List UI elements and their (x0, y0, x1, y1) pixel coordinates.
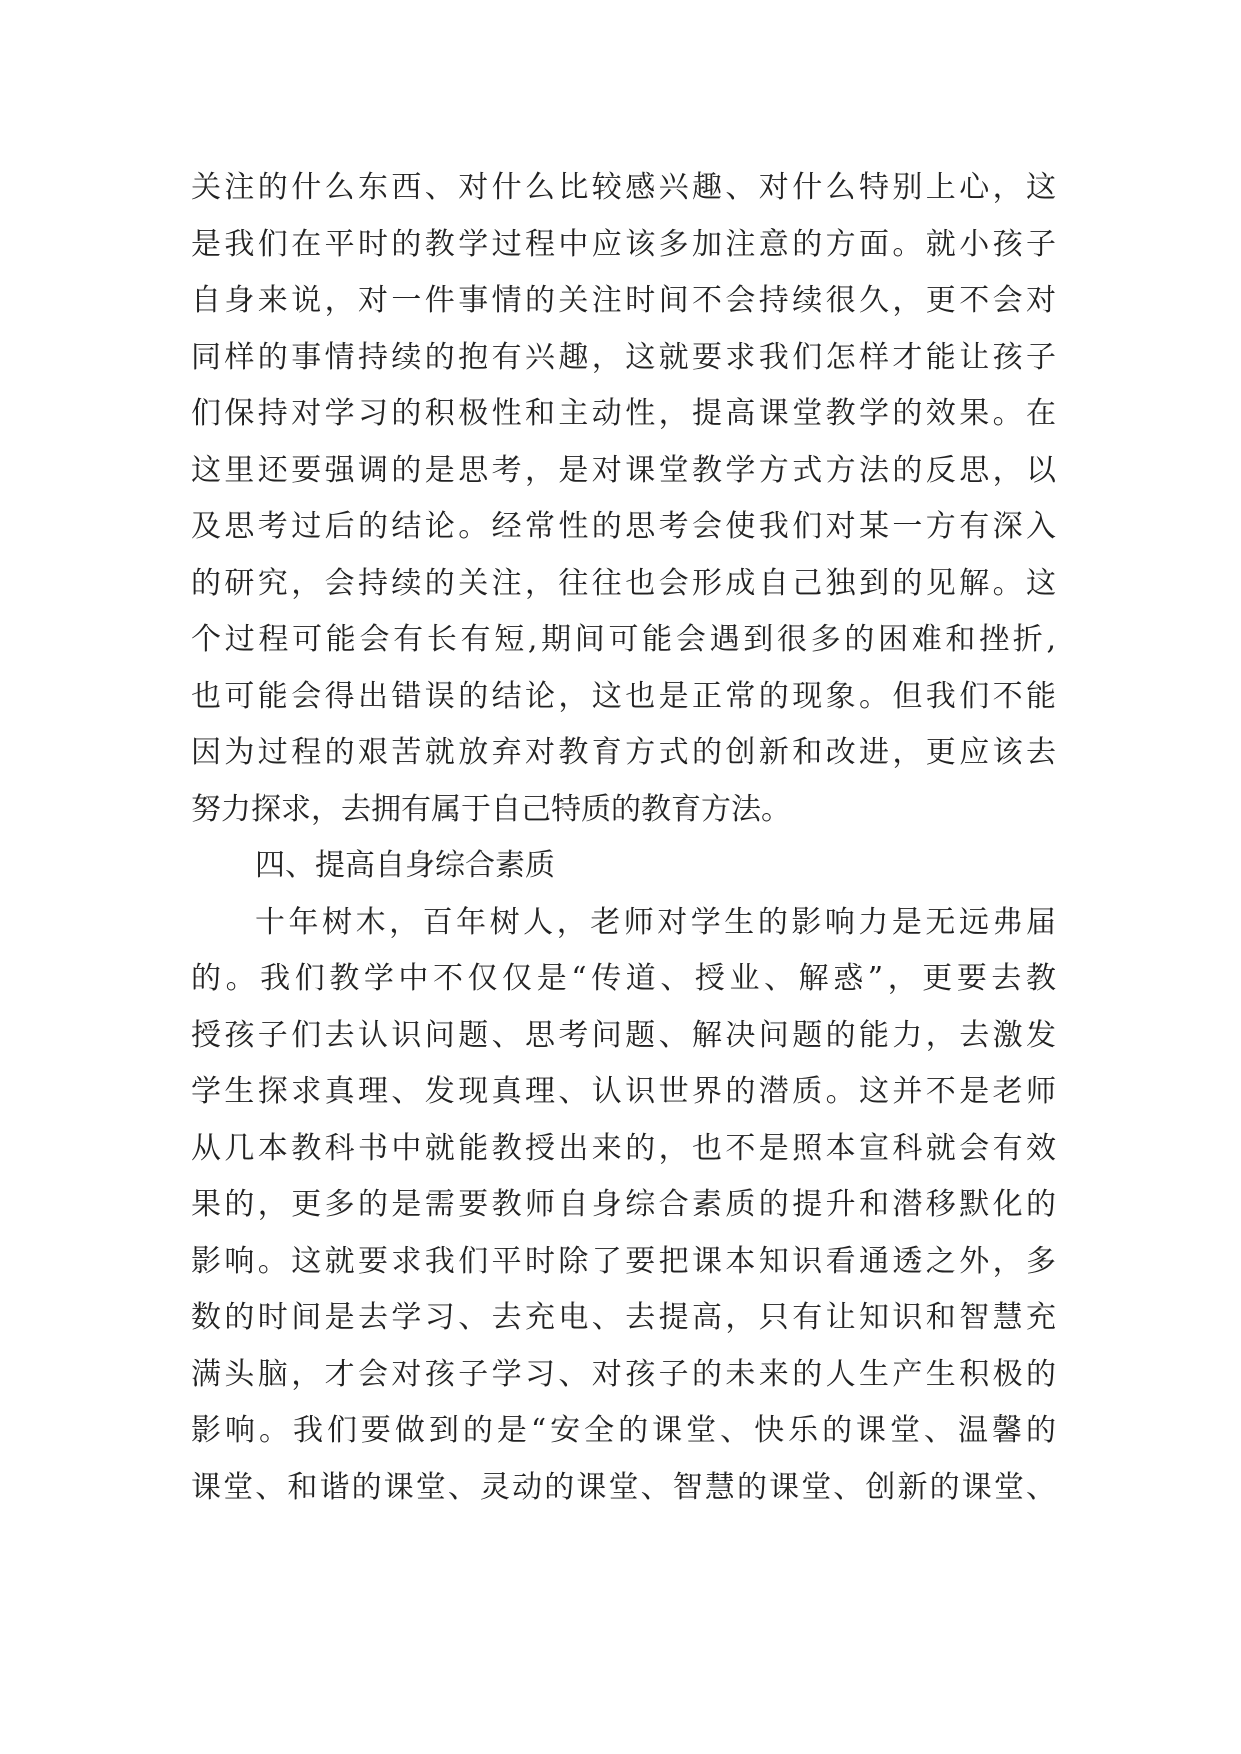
text-line: 学生探求真理、发现真理、认识世界的潜质。这并不是老师 (191, 1074, 1056, 1109)
body-text (191, 160, 1056, 1516)
text-line: 课堂、和谐的课堂、灵动的课堂、智慧的课堂、创新的课堂、 (191, 1469, 1056, 1505)
text-line: 及思考过后的结论。经常性的思考会使我们对某一方有深入 (191, 509, 1056, 544)
text-line: 十年树木，百年树人，老师对学生的影响力是无远弗届 (255, 904, 1056, 940)
text-line: 数的时间是去学习、去充电、去提高，只有让知识和智慧充 (191, 1300, 1056, 1335)
text-line: 自身来说，对一件事情的关注时间不会持续很久，更不会对 (191, 283, 1056, 318)
text-line: 这里还要强调的是思考，是对课堂教学方式方法的反思，以 (191, 452, 1056, 488)
text-line: 也可能会得出错误的结论，这也是正常的现象。但我们不能 (191, 678, 1056, 714)
text-line: 影响。这就要求我们平时除了要把课本知识看通透之外，多 (191, 1243, 1056, 1279)
text-line: 个过程可能会有长有短,期间可能会遇到很多的困难和挫折, (191, 622, 1056, 657)
section-heading: 四、提高自身综合素质 (255, 848, 555, 883)
text-line: 同样的事情持续的抱有兴趣，这就要求我们怎样才能让孩子 (191, 339, 1056, 375)
text-line: 从几本教科书中就能教授出来的，也不是照本宣科就会有效 (191, 1130, 1056, 1166)
text-line: 的研究，会持续的关注，往往也会形成自己独到的见解。这 (191, 565, 1056, 601)
text-line: 关注的什么东西、对什么比较感兴趣、对什么特别上心，这 (191, 170, 1056, 205)
text-line: 果的，更多的是需要教师自身综合素质的提升和潜移默化的 (191, 1187, 1056, 1222)
text-line: 努力探求，去拥有属于自己特质的教育方法。 (191, 791, 791, 827)
text-line: 因为过程的艰苦就放弃对教育方式的创新和改进，更应该去 (191, 735, 1056, 770)
text-line: 的。我们教学中不仅仅是“传道、授业、解惑”，更要去教 (191, 961, 1056, 996)
text-line: 们保持对学习的积极性和主动性，提高课堂教学的效果。在 (191, 396, 1056, 431)
text-line: 是我们在平时的教学过程中应该多加注意的方面。就小孩子 (191, 226, 1056, 262)
text-line: 授孩子们去认识问题、思考问题、解决问题的能力，去激发 (191, 1017, 1056, 1053)
text-line: 满头脑，才会对孩子学习、对孩子的未来的人生产生积极的 (191, 1356, 1056, 1392)
text-line: 影响。我们要做到的是“安全的课堂、快乐的课堂、温馨的 (191, 1413, 1056, 1448)
